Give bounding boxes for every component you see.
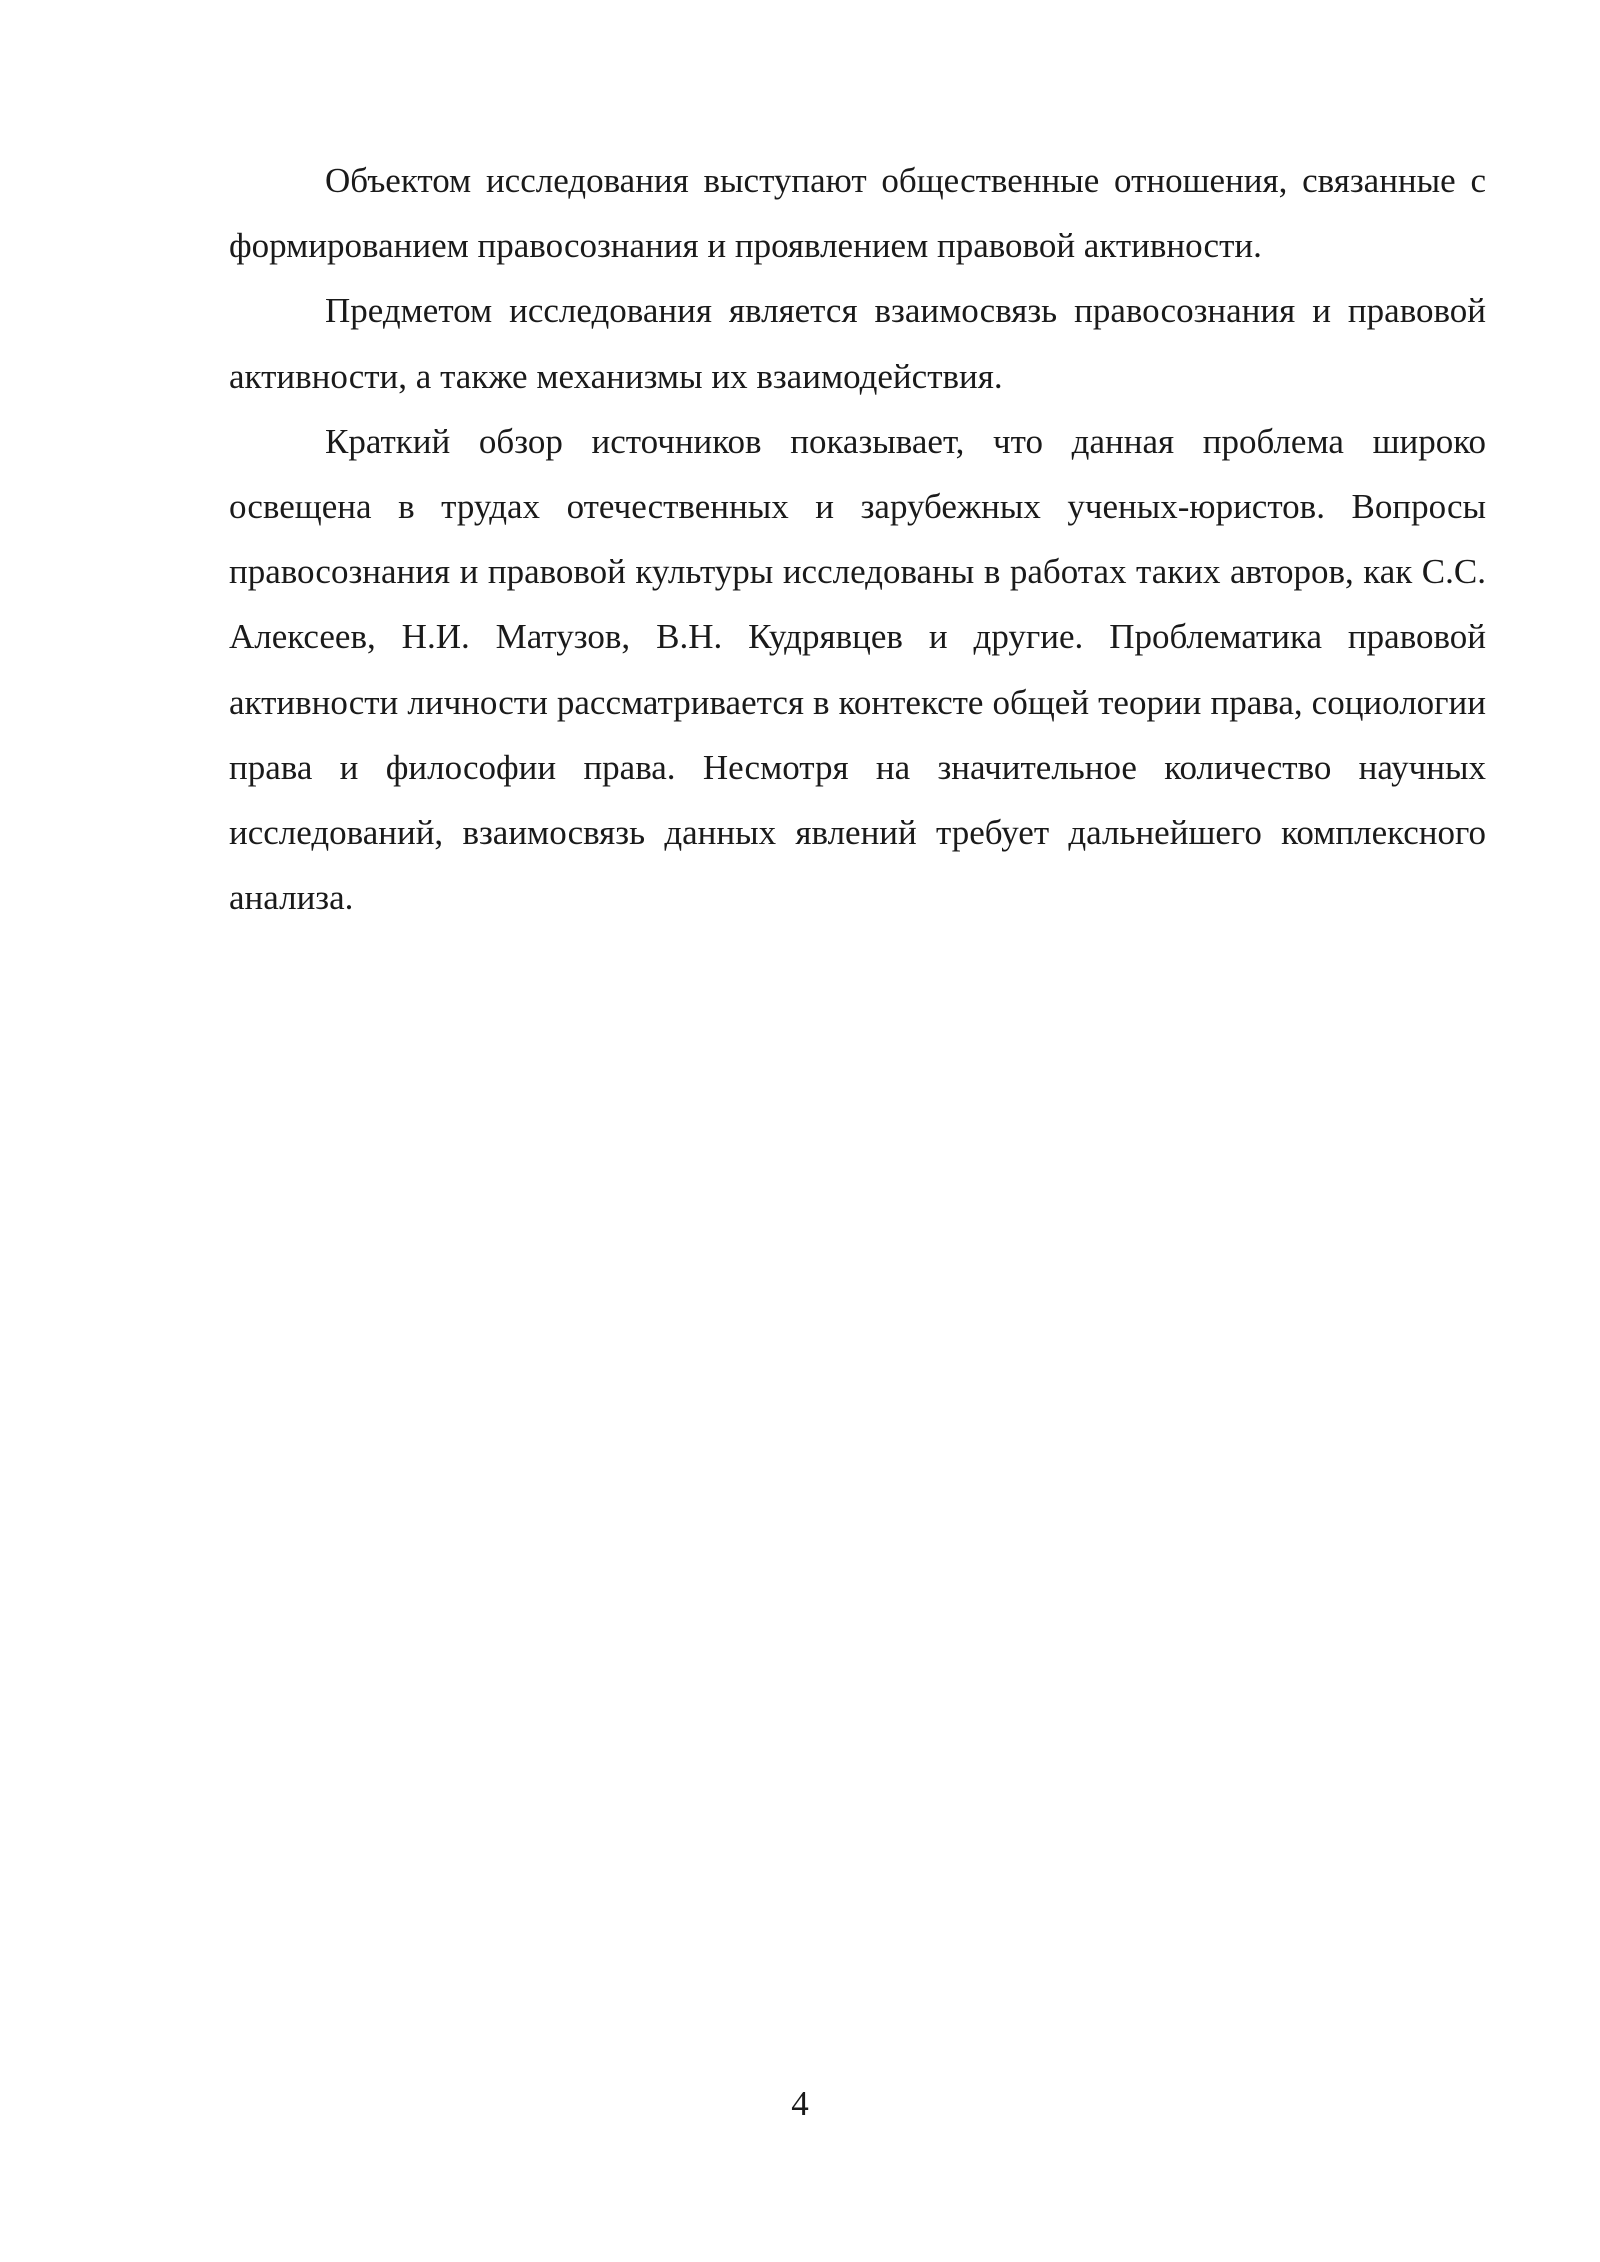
paragraph-sources-overview: Краткий обзор источников показывает, что данная проблема широко освещена в трудах отечественных и зарубежных ученых-юристов. Вопросы правосознания и правовой культуры исследованы в работах таких авторов, как С.С. Алексеев, Н.И. Матузов, В.Н. Кудрявцев и другие. Проблематика правовой активности личности рассматривается в контексте общей теории права, социологии права и философии права. Несмотря на значительное количество научных исследований, взаимосвязь данных явлений требует дальнейшего комплексного анализа. — [229, 421, 1486, 918]
paragraph-object-of-research: Объектом исследования выступают общественные отношения, связанные с формированием правосознания и проявлением правовой активности. — [229, 161, 1486, 266]
paragraph-subject-of-research: Предметом исследования является взаимосвязь правосознания и правовой активности, а также механизмы их взаимодействия. — [229, 291, 1486, 396]
document-body — [229, 148, 1486, 930]
page-number: 4 — [791, 2084, 809, 2123]
